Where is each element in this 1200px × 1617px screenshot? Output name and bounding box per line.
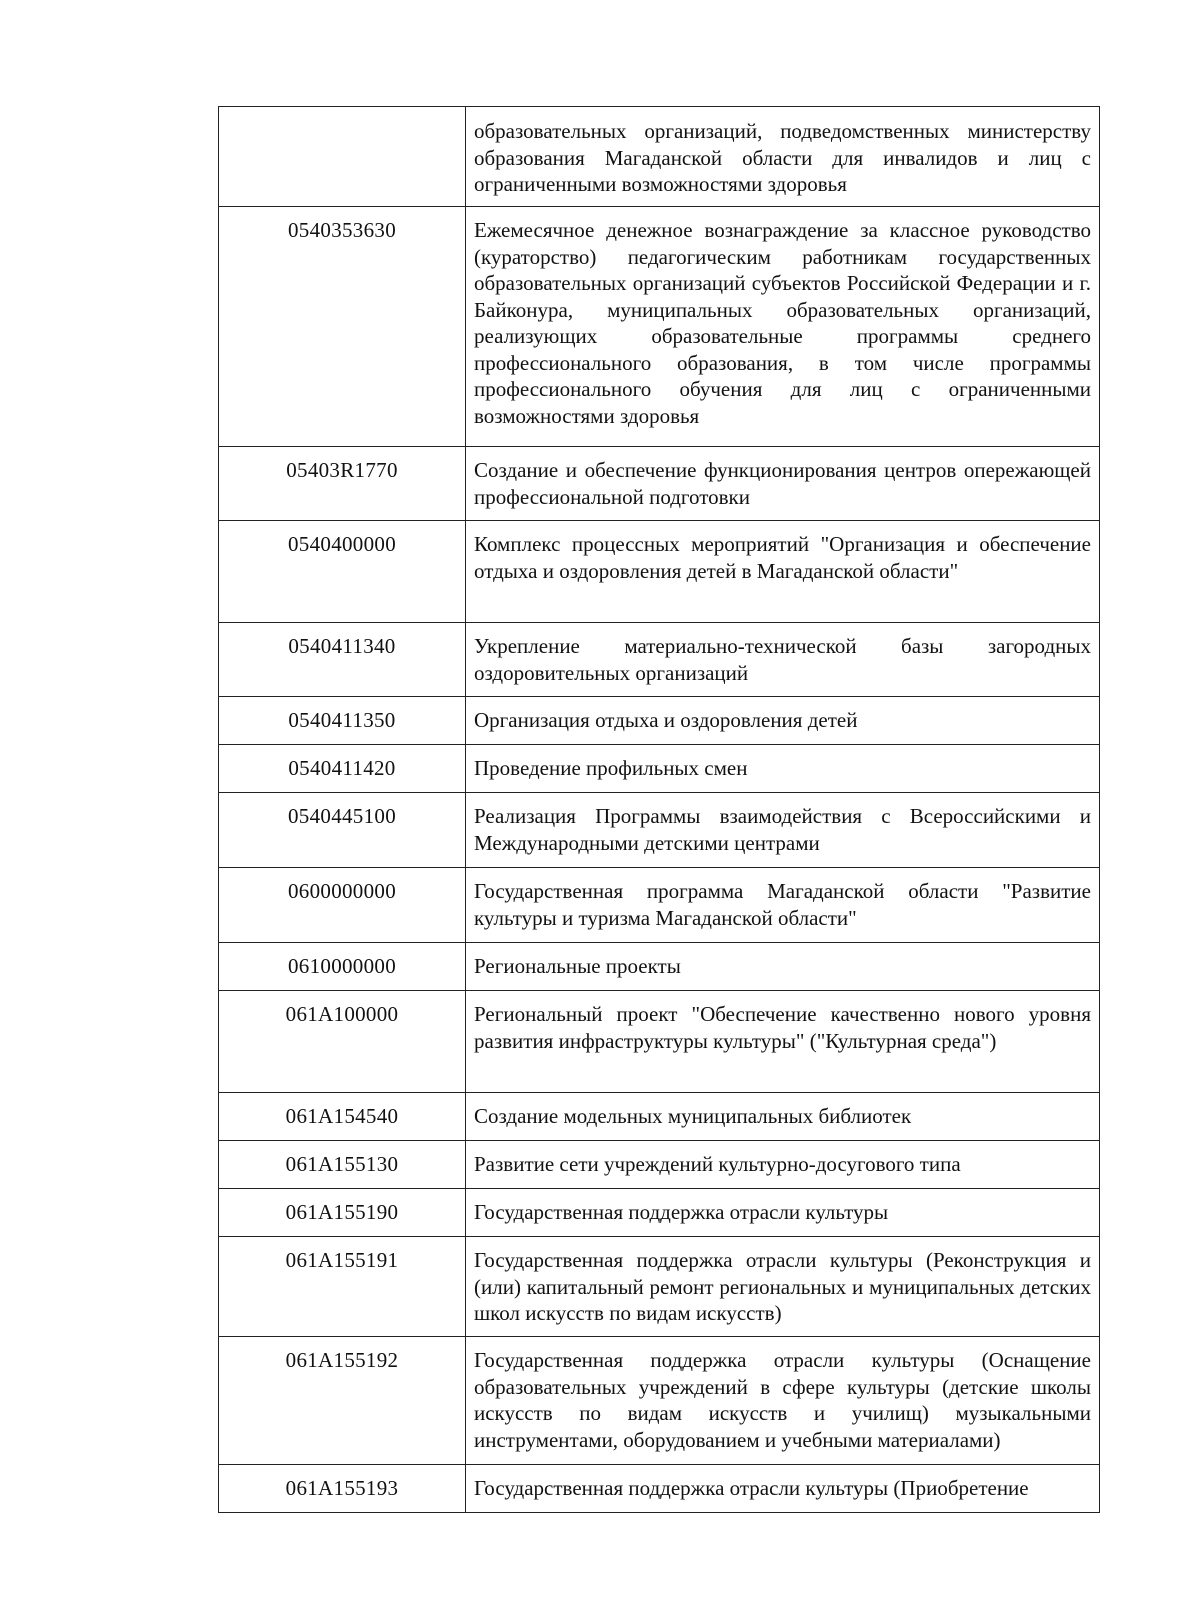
table-row xyxy=(219,207,1100,447)
table-row xyxy=(219,107,1100,207)
row-description: Укрепление материально-технической базы загородных оздоровительных организаций xyxy=(466,623,1100,697)
budget-classification-table xyxy=(218,106,1100,1513)
row-code: 061A155191 xyxy=(219,1237,466,1337)
table-row xyxy=(219,1337,1100,1465)
table-row xyxy=(219,1141,1100,1189)
table-row xyxy=(219,1189,1100,1237)
row-description: Региональные проекты xyxy=(466,943,1100,991)
table-row xyxy=(219,521,1100,623)
table-row xyxy=(219,697,1100,745)
row-description: Проведение профильных смен xyxy=(466,745,1100,793)
row-description: Создание и обеспечение функционирования центров опережающей профессиональной подготовки xyxy=(466,447,1100,521)
row-code: 061A155193 xyxy=(219,1465,466,1513)
row-description: Реализация Программы взаимодействия с Всероссийскими и Международными детскими центрами xyxy=(466,793,1100,868)
row-description: Государственная поддержка отрасли культуры xyxy=(466,1189,1100,1237)
row-description: образовательных организаций, подведомственных министерству образования Магаданской области для инвалидов и лиц с ограниченными возможностями здоровья xyxy=(466,107,1100,207)
row-code: 061A154540 xyxy=(219,1093,466,1141)
table-row xyxy=(219,745,1100,793)
row-description: Комплекс процессных мероприятий "Организация и обеспечение отдыха и оздоровления детей в Магаданской области" xyxy=(466,521,1100,623)
row-code: 0540411340 xyxy=(219,623,466,697)
row-code: 061A155190 xyxy=(219,1189,466,1237)
table-row xyxy=(219,623,1100,697)
row-description: Государственная поддержка отрасли культуры (Реконструкция и (или) капитальный ремонт региональных и муниципальных детских школ искусств по видам искусств) xyxy=(466,1237,1100,1337)
row-description: Создание модельных муниципальных библиотек xyxy=(466,1093,1100,1141)
row-description: Региональный проект "Обеспечение качественно нового уровня развития инфраструктуры культуры" ("Культурная среда") xyxy=(466,991,1100,1093)
table-row xyxy=(219,1093,1100,1141)
row-code: 0540445100 xyxy=(219,793,466,868)
table-row xyxy=(219,991,1100,1093)
table-row xyxy=(219,447,1100,521)
row-code: 0540353630 xyxy=(219,207,466,447)
table-row xyxy=(219,1237,1100,1337)
row-code: 0610000000 xyxy=(219,943,466,991)
row-description: Государственная поддержка отрасли культуры (Приобретение xyxy=(466,1465,1100,1513)
row-description: Развитие сети учреждений культурно-досугового типа xyxy=(466,1141,1100,1189)
row-code: 0540411350 xyxy=(219,697,466,745)
row-code: 061A155192 xyxy=(219,1337,466,1465)
table-row xyxy=(219,793,1100,868)
row-description: Организация отдыха и оздоровления детей xyxy=(466,697,1100,745)
table-row xyxy=(219,943,1100,991)
row-code: 05403R1770 xyxy=(219,447,466,521)
row-code: 061A155130 xyxy=(219,1141,466,1189)
row-code: 0540400000 xyxy=(219,521,466,623)
row-code: 061A100000 xyxy=(219,991,466,1093)
row-description: Ежемесячное денежное вознаграждение за классное руководство (кураторство) педагогическим работникам государственных образовательных организаций субъектов Российской Федерации и г. Байконура, муниципальных образовательных организаций, реализующих образовательные программы среднего профессионального образования, в том числе программы профессионального обучения для лиц с ограниченными возможностями здоровья xyxy=(466,207,1100,447)
row-description: Государственная поддержка отрасли культуры (Оснащение образовательных учреждений в сфере культуры (детские школы искусств по видам искусств и училищ) музыкальными инструментами, оборудованием и учебными материалами) xyxy=(466,1337,1100,1465)
row-code xyxy=(219,107,466,207)
table-row xyxy=(219,1465,1100,1513)
row-code: 0540411420 xyxy=(219,745,466,793)
row-code: 0600000000 xyxy=(219,868,466,943)
row-description: Государственная программа Магаданской области "Развитие культуры и туризма Магаданской области" xyxy=(466,868,1100,943)
table-row xyxy=(219,868,1100,943)
